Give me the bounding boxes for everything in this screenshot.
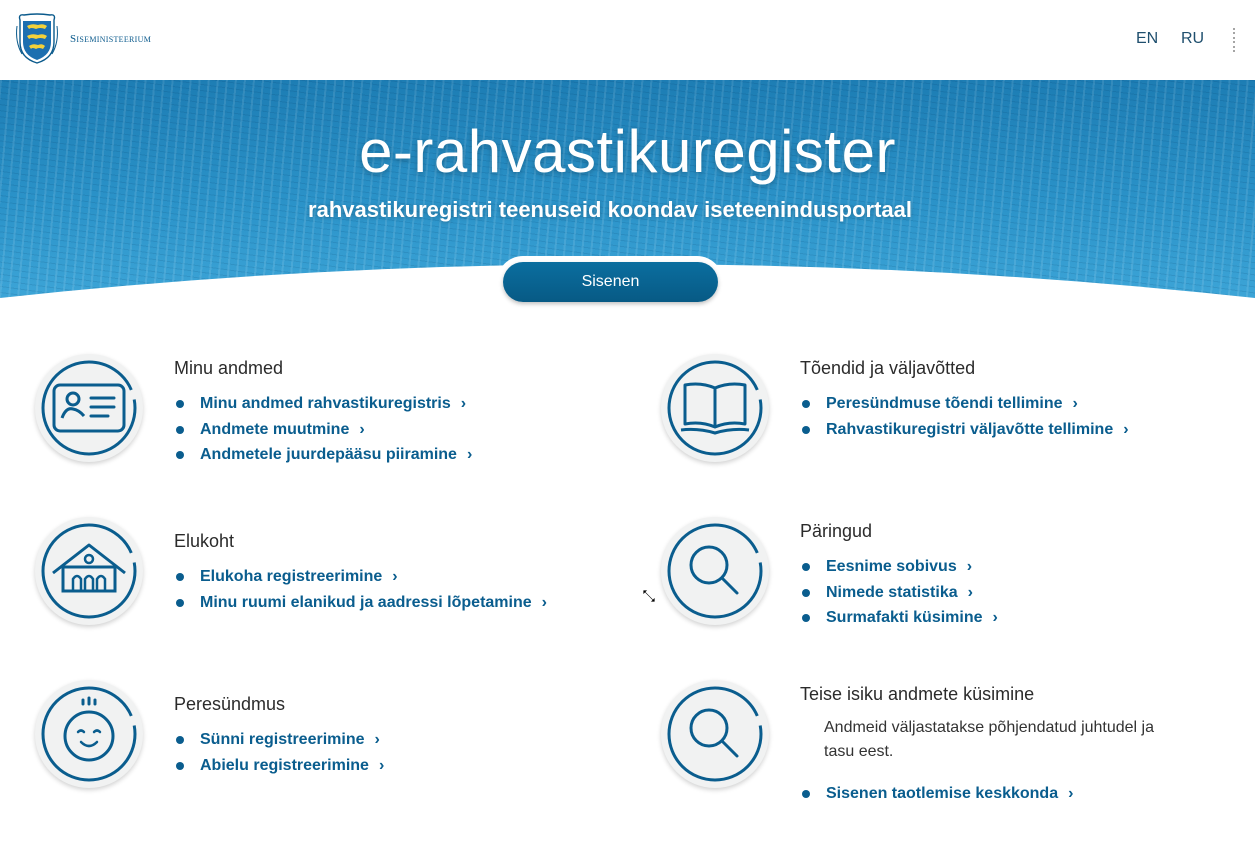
link-nimede-statistika[interactable] (800, 583, 998, 609)
links-toendid (800, 394, 1129, 445)
resize-cursor-icon (642, 589, 656, 603)
link-sunni-registreerimine[interactable] (174, 730, 384, 756)
enter-button[interactable]: Sisenen (503, 262, 718, 302)
magnifier-icon (661, 517, 769, 625)
chevron-right-icon: › (378, 756, 385, 774)
link-label: Abielu registreerimine (200, 756, 369, 774)
link-label: Minu andmed rahvastikuregistris (200, 395, 451, 412)
chevron-right-icon: › (466, 446, 473, 463)
link-label: Sünni registreerimine (200, 731, 365, 748)
block-title-paringud: Päringud (800, 521, 873, 541)
link-eesnime-sobivus[interactable] (800, 557, 998, 583)
link-peresundmuse-toend[interactable] (800, 394, 1129, 420)
link-label: Elukoha registreerimine (200, 568, 383, 585)
more-menu-icon[interactable] (1226, 26, 1242, 54)
chevron-right-icon: › (460, 395, 467, 412)
site-header (0, 0, 1255, 80)
link-label: Eesnime sobivus (826, 558, 957, 575)
chevron-right-icon: › (359, 420, 365, 438)
link-andmete-muutmine[interactable] (174, 420, 472, 446)
link-taotlemise-keskkond[interactable] (800, 784, 1073, 810)
links-minu-andmed (174, 394, 472, 471)
chevron-right-icon: › (541, 593, 547, 611)
block-title-minu-andmed: Minu andmed (174, 358, 284, 378)
block-title-elukoht: Elukoht (174, 531, 235, 551)
links-peresundmus (174, 730, 384, 781)
block-description-teise-isiku: Andmeid väljastatakse põhjendatud juhtudel ja tasu eest. (824, 719, 1155, 760)
house-icon (35, 517, 143, 625)
chevron-right-icon: › (392, 568, 398, 585)
link-minu-andmed-registris[interactable] (174, 394, 472, 420)
magnifier-icon (661, 680, 769, 788)
link-label: Minu ruumi elanikud ja aadressi lõpetamine (200, 593, 532, 611)
chevron-right-icon: › (374, 731, 380, 748)
lang-ru-link[interactable]: RU (1181, 30, 1205, 47)
chevron-right-icon: › (992, 609, 998, 626)
links-paringud (800, 557, 998, 634)
link-label: Surmafakti küsimine (826, 609, 983, 626)
hero-title: e-rahvastikuregister (359, 118, 896, 185)
id-card-icon (35, 354, 143, 462)
link-label: Andmetele juurdepääsu piiramine (200, 446, 457, 463)
block-title-toendid: Tõendid ja väljavõtted (800, 358, 976, 378)
links-elukoht (174, 567, 547, 618)
hero-subtitle: rahvastikuregistri teenuseid koondav iseteenindusportaal (308, 197, 912, 222)
baby-face-icon (35, 680, 143, 788)
link-label: Andmete muutmine (200, 420, 350, 438)
link-label: Nimede statistika (826, 583, 958, 601)
link-label: Sisenen taotlemise keskkonda (826, 785, 1059, 802)
coat-of-arms-icon (14, 12, 60, 66)
link-juurdepaasu-piiramine[interactable] (174, 445, 472, 471)
link-label: Peresündmuse tõendi tellimine (826, 395, 1063, 412)
link-abielu-registreerimine[interactable] (174, 756, 384, 782)
link-surmafakti-kusimine[interactable] (800, 608, 998, 634)
chevron-right-icon: › (966, 558, 973, 575)
links-teise-isiku (800, 784, 1073, 810)
link-valjavotte-tellimine[interactable] (800, 420, 1129, 446)
chevron-right-icon: › (1123, 420, 1129, 438)
block-title-peresundmus: Peresündmus (174, 694, 286, 714)
link-label: Rahvastikuregistri väljavõtte tellimine (826, 420, 1114, 438)
chevron-right-icon: › (1072, 395, 1078, 412)
link-ruumi-elanikud[interactable] (174, 593, 547, 619)
chevron-right-icon: › (1068, 785, 1074, 802)
lang-en-link[interactable]: EN (1136, 30, 1159, 47)
ministry-logo[interactable] (14, 12, 151, 66)
chevron-right-icon: › (967, 583, 973, 601)
logo-text: Siseministeerium (70, 33, 152, 45)
link-elukoha-registreerimine[interactable] (174, 567, 547, 593)
block-title-teise-isiku: Teise isiku andmete küsimine (800, 684, 1035, 704)
book-icon (661, 354, 769, 462)
